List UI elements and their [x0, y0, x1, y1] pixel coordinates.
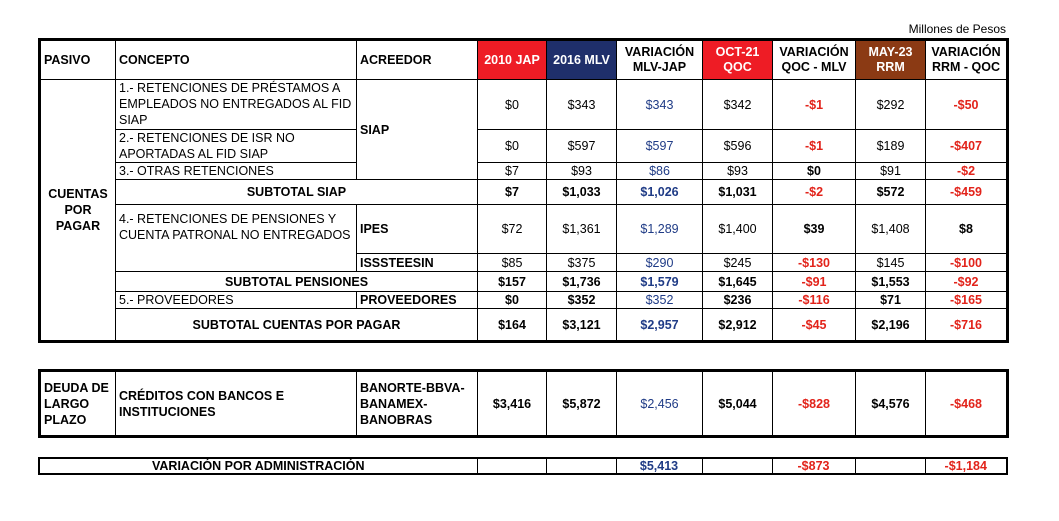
value-cell: -$116 — [773, 292, 856, 309]
deuda-largo-plazo-table — [38, 369, 1009, 438]
header-pasivo: PASIVO — [40, 40, 116, 80]
table-row — [40, 163, 1008, 180]
value-cell: -$468 — [926, 371, 1008, 437]
header-variacion-mlv-jap: VARIACIÓN MLV-JAP — [617, 40, 703, 80]
value-cell: $572 — [856, 180, 926, 205]
value-cell: -$45 — [773, 309, 856, 342]
acreedor-isssteesin: ISSSTEESIN — [357, 254, 478, 272]
value-cell: $1,400 — [703, 205, 773, 254]
subtotal-siap-row — [40, 180, 1008, 205]
value-cell: $72 — [478, 205, 547, 254]
value-cell: $375 — [547, 254, 617, 272]
variacion-label: VARIACIÓN POR ADMINISTRACIÓN — [39, 458, 477, 474]
value-cell: $245 — [703, 254, 773, 272]
value-cell: $157 — [478, 272, 547, 292]
value-cell: $0 — [478, 130, 547, 163]
value-cell: $5,872 — [547, 371, 617, 437]
value-cell: -$459 — [926, 180, 1008, 205]
header-concepto: CONCEPTO — [116, 40, 357, 80]
empty-cell — [477, 458, 546, 474]
value-cell: $1,645 — [703, 272, 773, 292]
acreedor-ipes: IPES — [357, 205, 478, 254]
cuentas-por-pagar-table — [38, 38, 1009, 343]
value-cell: $71 — [856, 292, 926, 309]
empty-cell — [546, 458, 616, 474]
value-cell: $352 — [547, 292, 617, 309]
value-cell: -$50 — [926, 80, 1008, 130]
value-cell: $1,026 — [617, 180, 703, 205]
acreedor-siap: SIAP — [357, 80, 478, 180]
value-cell: $597 — [547, 130, 617, 163]
value-cell: -$2 — [773, 180, 856, 205]
value-cell: $86 — [617, 163, 703, 180]
value-cell: $343 — [617, 80, 703, 130]
value-cell: $1,579 — [617, 272, 703, 292]
value-cell: -$1 — [773, 130, 856, 163]
value-cell: $292 — [856, 80, 926, 130]
value-cell: $597 — [617, 130, 703, 163]
empty-cell — [855, 458, 925, 474]
value-cell: -$1 — [773, 80, 856, 130]
header-oct21-qoc: OCT-21 QOC — [703, 40, 773, 80]
value-cell: $1,289 — [617, 205, 703, 254]
variacion-row — [39, 458, 1007, 474]
concepto-cell: CRÉDITOS CON BANCOS E INSTITUCIONES — [116, 371, 357, 437]
subtotal-label: SUBTOTAL PENSIONES — [116, 272, 478, 292]
table-row — [40, 371, 1008, 437]
value-cell: $1,736 — [547, 272, 617, 292]
value-cell: $8 — [926, 205, 1008, 254]
value-cell: $91 — [856, 163, 926, 180]
value-cell: $189 — [856, 130, 926, 163]
value-cell: -$91 — [773, 272, 856, 292]
value-cell: $2,957 — [617, 309, 703, 342]
acreedor-proveedores: PROVEEDORES — [357, 292, 478, 309]
value-cell: -$828 — [773, 371, 856, 437]
units-label: Millones de Pesos — [908, 22, 1006, 36]
value-cell: $1,408 — [856, 205, 926, 254]
value-cell: $5,044 — [703, 371, 773, 437]
value-cell: $1,031 — [703, 180, 773, 205]
value-cell: $2,912 — [703, 309, 773, 342]
table-row — [40, 130, 1008, 163]
value-cell: $164 — [478, 309, 547, 342]
value-cell: $596 — [703, 130, 773, 163]
value-cell: $4,576 — [856, 371, 926, 437]
value-cell: $3,121 — [547, 309, 617, 342]
value-cell: -$92 — [926, 272, 1008, 292]
value-cell: $0 — [478, 292, 547, 309]
header-row — [40, 40, 1008, 80]
value-cell: $0 — [773, 163, 856, 180]
table-row — [40, 80, 1008, 130]
value-cell: $93 — [547, 163, 617, 180]
value-cell: $236 — [703, 292, 773, 309]
concepto-cell: 1.- RETENCIONES DE PRÉSTAMOS A EMPLEADOS NO ENTREGADOS AL FID SIAP — [116, 80, 357, 130]
pasivo-deuda: DEUDA DE LARGO PLAZO — [40, 371, 116, 437]
subtotal-label: SUBTOTAL SIAP — [116, 180, 478, 205]
value-cell: -$873 — [772, 458, 855, 474]
subtotal-cuentas-row — [40, 309, 1008, 342]
value-cell: -$1,184 — [925, 458, 1007, 474]
value-cell: $352 — [617, 292, 703, 309]
concepto-cell: 5.- PROVEEDORES — [116, 292, 357, 309]
value-cell: $2,196 — [856, 309, 926, 342]
concepto-cell: 3.- OTRAS RETENCIONES — [116, 163, 357, 180]
table-row — [40, 205, 1008, 254]
value-cell: $7 — [478, 180, 547, 205]
header-2016-mlv: 2016 MLV — [547, 40, 617, 80]
value-cell: $343 — [547, 80, 617, 130]
concepto-cell: 2.- RETENCIONES DE ISR NO APORTADAS AL FID SIAP — [116, 130, 357, 163]
concepto-cell: 4.- RETENCIONES DE PENSIONES Y CUENTA PATRONAL NO ENTREGADOS — [116, 205, 357, 272]
pasivo-cuentas-por-pagar: CUENTAS POR PAGAR — [40, 80, 116, 342]
header-may23-rrm: MAY-23 RRM — [856, 40, 926, 80]
value-cell: $342 — [703, 80, 773, 130]
value-cell: $1,553 — [856, 272, 926, 292]
value-cell: $93 — [703, 163, 773, 180]
header-variacion-rrm-qoc: VARIACIÓN RRM - QOC — [926, 40, 1008, 80]
value-cell: -$407 — [926, 130, 1008, 163]
value-cell: $85 — [478, 254, 547, 272]
value-cell: -$130 — [773, 254, 856, 272]
variacion-table — [38, 457, 1008, 475]
value-cell: $39 — [773, 205, 856, 254]
value-cell: $2,456 — [617, 371, 703, 437]
subtotal-pensiones-row — [40, 272, 1008, 292]
value-cell: $3,416 — [478, 371, 547, 437]
value-cell: $1,033 — [547, 180, 617, 205]
empty-cell — [702, 458, 772, 474]
value-cell: $5,413 — [616, 458, 702, 474]
value-cell: -$716 — [926, 309, 1008, 342]
value-cell: -$2 — [926, 163, 1008, 180]
value-cell: $290 — [617, 254, 703, 272]
value-cell: $145 — [856, 254, 926, 272]
header-2010-jap: 2010 JAP — [478, 40, 547, 80]
table-row — [40, 292, 1008, 309]
value-cell: $0 — [478, 80, 547, 130]
value-cell: -$165 — [926, 292, 1008, 309]
value-cell: -$100 — [926, 254, 1008, 272]
header-acreedor: ACREEDOR — [357, 40, 478, 80]
value-cell: $7 — [478, 163, 547, 180]
value-cell: $1,361 — [547, 205, 617, 254]
subtotal-label: SUBTOTAL CUENTAS POR PAGAR — [116, 309, 478, 342]
header-variacion-qoc-mlv: VARIACIÓN QOC - MLV — [773, 40, 856, 80]
acreedor-bancos: BANORTE-BBVA-BANAMEX-BANOBRAS — [357, 371, 478, 437]
